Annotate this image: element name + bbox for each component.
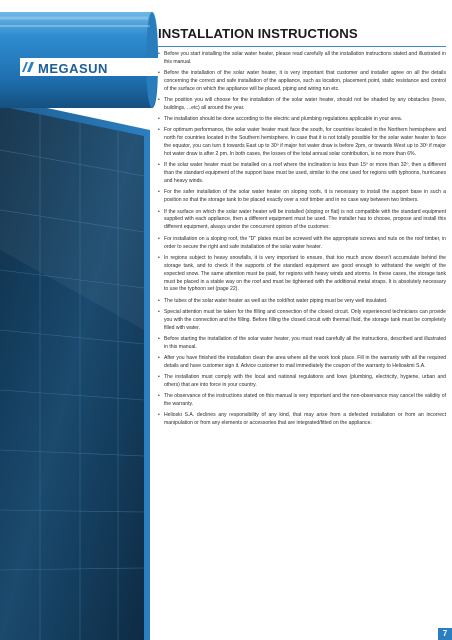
instruction-item: • Helioski S.A. declines any responsibility of any kind, that may arise from a defected installation or from an incorrect manipulation or from any elements or accessories that are integrated/fitted on the appliance. xyxy=(158,412,446,428)
instruction-item: • After you have finished the installation clean the area where all the work took place. Fill in the warranty with all the required details and have customer sign it. Advice customer to mail immediately the coupon of the warranty to Helioakmi S.A. xyxy=(158,355,446,371)
instruction-item: • For optimum performance, the solar water heater must face the south, for countries located in the Northern hemisphere and north for countries located in the Southern hemisphere. In case that it is not totally possible for the solar water heater to face the equator, you can turn it towards East up to 30º if major hot water draw is before 2pm, or towards West up to 30º if major hot water draw is after 2 pm. In both cases, the losses of the total annual solar contribution, is no more than 6%. xyxy=(158,127,446,159)
instruction-item: • The position you will choose for the installation of the solar water heater, should not be shaded by any obstacles (trees, buildings, ...etc) all around the year. xyxy=(158,97,446,113)
instruction-item: • In regions subject to heavy snowfalls, it is very important to ensure, that too much snow doesn't accumulate behind the storage tank, and to check if the supports of the standard equipment are good enough to withstand the weight of the expected snow. The same attention must be paid, for regions with heavy winds and storms. In these cases, the storage tank must be placed in a stable way on the roof and must be tightened with the additional metal straps. It is absolutely necessary to use the typhoon set (page 22). xyxy=(158,255,446,295)
instruction-item: • Special attention must be taken for the filling and connection of the closed circuit. Only experienced technicians can provide you with the connection and the filling. Before filling the closed circuit with thermal fluid, the storage tank must be completely filled with water. xyxy=(158,309,446,333)
collector-panel xyxy=(0,98,150,640)
instruction-item: • For installation on a sloping roof, the "D" plates must be screwed with the appropriate screws and nuts on the roof timber, in order to secure the right and safe installation of the solar water heater. xyxy=(158,236,446,252)
instruction-item: • If the surface on which the solar water heater will be installed (sloping or flat) is not compatible with the standard equipment supplied with each appliance, then a different equipment must be used. The installer has to choose, propose and install this different equipment, always under the concurrent opinion of the customer. xyxy=(158,209,446,233)
instruction-item: • The installation must comply with the local and national regulations and lows (plumbing, electricity, hygiene, urban and others) that are into force in your country. xyxy=(158,374,446,390)
page-number: 7 xyxy=(438,628,452,640)
solar-heater-illustration xyxy=(0,0,158,640)
instruction-item: • Before starting the installation of the solar water heater, you must read carefully all the instructions, described and illustrated in this manual. xyxy=(158,336,446,352)
page-title: INSTALLATION INSTRUCTIONS xyxy=(158,26,358,41)
title-divider xyxy=(158,46,446,47)
svg-text:MEGASUN: MEGASUN xyxy=(38,61,108,76)
instruction-item: • The observance of the instructions stated on this manual is very important and the non-observance may cancel the validity of the warranty. xyxy=(158,393,446,409)
instruction-item: • Before you start installing the solar water heater, please read carefully all the installation instructions stated and illustrated in this manual. xyxy=(158,51,446,67)
instruction-item: • For the safer installation of the solar water heater on sloping roofs, it is necessary to install the support base in such a position so that the storage tank to be placed exactly over a roof timber and in no case way between two timbers. xyxy=(158,189,446,205)
instruction-item: • The tubes of the solar water heater as well as the cold/hot water piping must be very well insulated. xyxy=(158,298,446,306)
instruction-item: • If the solar water heater must be installed on a roof where the inclination is less than 15º or more than 32º, then a different than the standard equipment of the support base must be used, similar to the one used for regions with typhoons, hurricanes and heavy winds. xyxy=(158,162,446,186)
instruction-list xyxy=(158,51,446,428)
instruction-item: • The installation should be done according to the electric and plumbing regulations applicable in your area. xyxy=(158,116,446,124)
megasun-logo xyxy=(20,58,158,76)
instructions-content xyxy=(158,26,446,431)
instruction-item: • Before the installation of the solar water heater, it is very important that customer and installer agree on all the details concerning the correct and safe installation of the appliance, such as location, placement point, static resistance and control of the surface on which the appliance will be placed, piping and wiring run etc. xyxy=(158,70,446,94)
